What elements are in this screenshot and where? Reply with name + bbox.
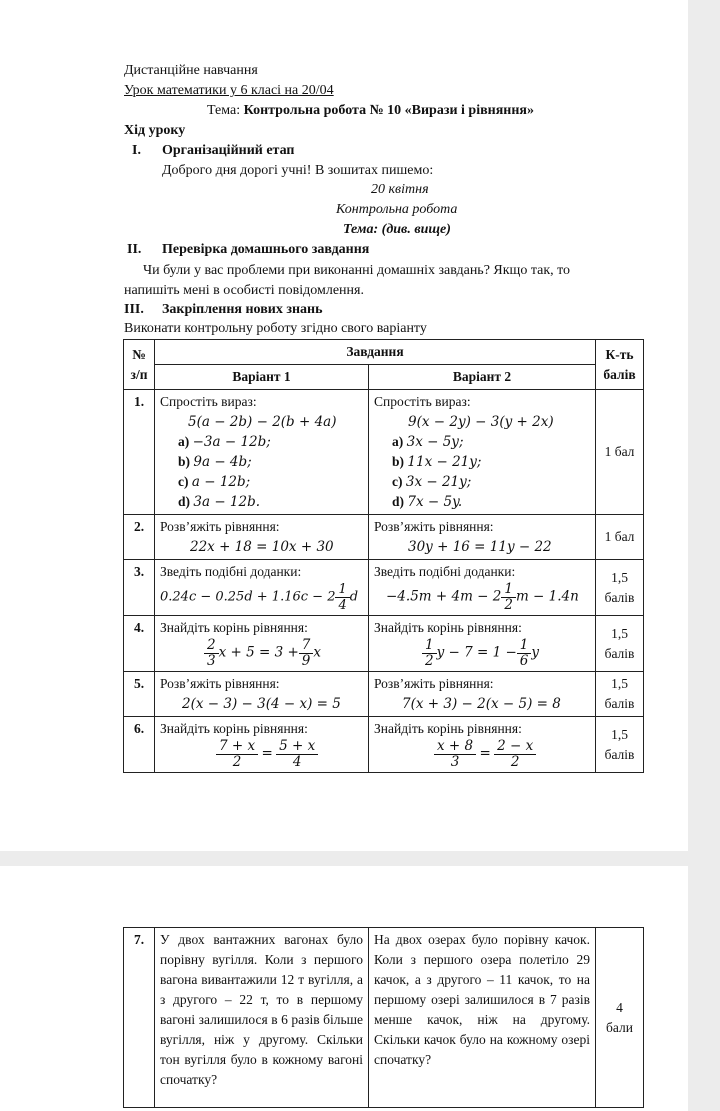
header-number-symbol: № [132, 346, 146, 362]
expression-part: d [349, 589, 359, 605]
fraction-numerator: 1 [517, 638, 532, 654]
task-3-variant-2 [369, 560, 596, 616]
points-unit: балів [604, 589, 635, 605]
points-unit: бали [606, 1019, 633, 1035]
fraction-denominator: 4 [338, 598, 347, 613]
fraction [517, 638, 532, 669]
lesson-date-label: Урок математики у 6 класі на 20/04 [124, 83, 334, 98]
row-number: 4. [124, 616, 155, 672]
task-1-variant-2 [369, 390, 596, 515]
assignment-table-continued [123, 927, 644, 1108]
task-title: Розв’яжіть рівняння: [160, 676, 280, 691]
task-title: Знайдіть корінь рівняння: [374, 620, 522, 635]
option-b-label: b) [178, 454, 191, 469]
fraction [299, 638, 314, 669]
fraction-numerator: 1 [422, 638, 437, 654]
task-2-variant-2 [369, 515, 596, 560]
option-d: 7x − 5y. [407, 494, 463, 510]
option-b: 9a − 4b; [193, 454, 252, 470]
fraction [216, 739, 258, 770]
option-c-label: c) [178, 474, 189, 489]
option-a: 3x − 5y; [406, 434, 464, 450]
fraction-denominator: 4 [292, 754, 302, 770]
fraction [335, 582, 349, 613]
task-7-variant-2: На двох озерах було порівну качок. Коли з першого озера полетіло 29 качок, а з другого – 11 качок, то на першому озері залишилося в 7 разів менше качок, ніж на другому. Скільки качок було на кожному озері спочатку? [369, 928, 596, 1108]
points-value: 1,5 [611, 569, 628, 585]
row-number: 6. [124, 717, 155, 773]
task-points [596, 717, 644, 773]
task-expression: 22x + 18 = 10x + 30 [190, 539, 334, 555]
task-expression: 30y + 16 = 11y − 22 [408, 539, 552, 555]
task-3-variant-1 [155, 560, 369, 616]
option-d: 3a − 12b. [193, 494, 261, 510]
row-number: 7. [124, 928, 155, 1108]
option-b-label: b) [392, 454, 405, 469]
topic-line [207, 102, 534, 120]
fraction [434, 739, 476, 770]
points-unit: балів [604, 746, 635, 762]
section-2-number: II. [127, 242, 142, 257]
task-points [596, 560, 644, 616]
table-row [124, 672, 644, 717]
task-title: Спростіть вираз: [374, 394, 471, 409]
points-value: 1,5 [611, 726, 628, 742]
header-number-abbr: з/п [130, 366, 148, 382]
task-5-variant-2 [369, 672, 596, 717]
task-expression: 7(x + 3) − 2(x − 5) = 8 [402, 696, 561, 712]
table-row [124, 390, 644, 515]
task-points: 1 бал [596, 515, 644, 560]
document-page-2 [0, 866, 688, 1111]
table-row [124, 515, 644, 560]
fraction-numerator: 7 [299, 638, 314, 654]
expression-part: m − 1.4n [515, 588, 579, 605]
option-d-label: d) [178, 494, 191, 509]
section-1-number: I. [132, 143, 141, 158]
task-expression: 5(a − 2b) − 2(b + 4a) [188, 414, 337, 430]
expression-part: y − 7 = 1 − [436, 644, 517, 661]
header-points-1: К-ть [605, 346, 634, 362]
points-value: 1,5 [611, 676, 628, 691]
fraction-numerator: 7 + x [216, 739, 258, 755]
row-number: 2. [124, 515, 155, 560]
lesson-flow-heading: Хід уроку [124, 123, 186, 138]
points-value: 1,5 [611, 625, 628, 641]
section-1-title: Організаційний етап [162, 143, 295, 158]
row-number: 5. [124, 672, 155, 717]
fraction-denominator: 3 [450, 754, 460, 770]
task-points [596, 616, 644, 672]
task-7-variant-1: У двох вантажних вагонах було порівну вугілля. Коли з першого вагона вивантажили 12 т вугілля, а з другого – 22 т, то в першому вагоні залишилося в 6 разів більше вугілля, ніж у другому. Скільки тон вугілля було в кожному вагоні спочатку? [155, 928, 369, 1108]
section-1-text: Доброго дня дорогі учні! В зошитах пишемо: [162, 163, 434, 178]
task-title: Розв’яжіть рівняння: [374, 676, 494, 691]
fraction [422, 638, 437, 669]
task-points [596, 928, 644, 1108]
option-c: 3x − 21y; [405, 474, 472, 490]
option-a-label: a) [392, 434, 404, 449]
section-2-text-1: Чи були у вас проблеми при виконанні домашніх завдань? Якщо так, то [143, 263, 571, 278]
table-row [124, 616, 644, 672]
option-c-label: c) [392, 474, 403, 489]
task-6-variant-2 [369, 717, 596, 773]
fraction-numerator: 2 − x [494, 739, 536, 755]
task-2-variant-1 [155, 515, 369, 560]
option-b: 11x − 21y; [407, 454, 482, 470]
fraction-denominator: 2 [232, 754, 242, 770]
task-points: 1 бал [596, 390, 644, 515]
fraction-numerator: x + 8 [434, 739, 476, 755]
section-1-date: 20 квітня [371, 182, 429, 197]
table-row [124, 560, 644, 616]
task-4-variant-1 [155, 616, 369, 672]
task-title: Розв’яжіть рівняння: [160, 519, 280, 534]
task-title: Знайдіть корінь рівняння: [160, 620, 308, 635]
fraction-denominator: 2 [504, 597, 513, 613]
equals-sign: = [479, 745, 491, 762]
task-title: Знайдіть корінь рівняння: [374, 721, 522, 736]
section-1-work: Контрольна робота [336, 202, 458, 217]
fraction-numerator: 1 [501, 582, 516, 598]
header-tasks: Завдання [155, 340, 596, 365]
option-d-label: d) [392, 494, 405, 509]
section-3-title: Закріплення нових знань [162, 302, 323, 317]
option-a-label: a) [178, 434, 190, 449]
section-1-theme: Тема: (див. вище) [343, 222, 451, 237]
section-3-number: III. [124, 302, 144, 317]
header-number-cell [124, 340, 155, 390]
expression-part: −4.5m + 4m − 2 [386, 588, 502, 605]
section-2-title: Перевірка домашнього завдання [162, 242, 370, 257]
fraction [494, 739, 536, 770]
equals-sign: = [261, 745, 273, 762]
points-value: 4 [616, 999, 623, 1015]
fraction-denominator: 2 [510, 754, 520, 770]
task-5-variant-1 [155, 672, 369, 717]
points-unit: балів [604, 645, 635, 661]
task-4-variant-2 [369, 616, 596, 672]
task-1-variant-1 [155, 390, 369, 515]
task-title: Знайдіть корінь рівняння: [160, 721, 308, 736]
header-variant-1: Варіант 1 [155, 365, 369, 390]
fraction-numerator: 2 [204, 638, 219, 654]
expression-part: 0.24c − 0.25d + 1.16c − 2 [160, 589, 336, 605]
fraction [501, 582, 516, 613]
assignment-table [123, 339, 644, 773]
topic-title: Контрольна робота № 10 «Вирази і рівняння» [243, 103, 534, 118]
header-variant-2: Варіант 2 [369, 365, 596, 390]
header-points-2: балів [603, 366, 636, 382]
fraction-denominator: 2 [425, 653, 434, 669]
task-title: Спростіть вираз: [160, 394, 257, 409]
expression-part: x [313, 644, 321, 661]
expression-part: y [531, 644, 540, 661]
option-a: −3a − 12b; [192, 434, 271, 450]
fraction [204, 638, 219, 669]
section-3-text: Виконати контрольну роботу згідно свого варіанту [124, 321, 427, 336]
row-number: 1. [124, 390, 155, 515]
table-row [124, 717, 644, 773]
fraction-numerator: 1 [335, 582, 349, 598]
header-points-cell [596, 340, 644, 390]
task-expression: 2(x − 3) − 3(4 − x) = 5 [182, 696, 341, 712]
task-title: Зведіть подібні доданки: [160, 564, 302, 579]
fraction-denominator: 9 [301, 653, 311, 669]
topic-prefix: Тема: [207, 103, 244, 118]
row-number: 3. [124, 560, 155, 616]
points-unit: балів [604, 696, 635, 711]
task-expression: 9(x − 2y) − 3(y + 2x) [408, 414, 554, 430]
task-title: Зведіть подібні доданки: [374, 564, 516, 579]
fraction-denominator: 3 [207, 653, 216, 669]
option-c: a − 12b; [191, 474, 251, 490]
task-6-variant-1 [155, 717, 369, 773]
task-points [596, 672, 644, 717]
section-2-text-2: напишіть мені в особисті повідомлення. [124, 283, 364, 298]
fraction-numerator: 5 + x [276, 739, 318, 755]
task-title: Розв’яжіть рівняння: [374, 519, 494, 534]
fraction-denominator: 6 [519, 653, 529, 669]
fraction [276, 739, 318, 770]
table-row [124, 928, 644, 1108]
expression-part: x + 5 = 3 + [218, 644, 299, 661]
course-label: Дистанційне навчання [124, 63, 258, 78]
